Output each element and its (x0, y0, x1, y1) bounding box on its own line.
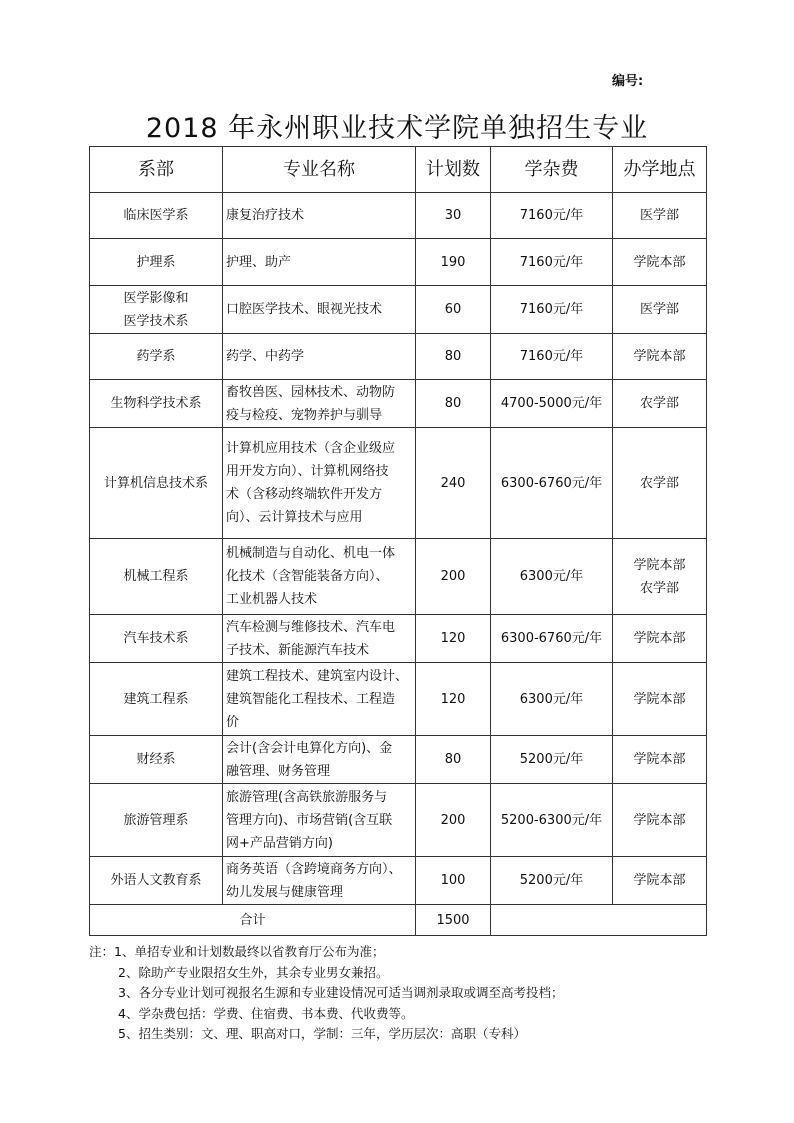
table-row (90, 428, 707, 539)
dept-cell (90, 663, 223, 736)
note-item: 1、单招专业和计划数最终以省教育厅公布为准； (114, 944, 385, 959)
column-header-major: 专业名称 (223, 147, 416, 193)
serial-number-label: 编号: (612, 74, 644, 89)
dept-cell (90, 857, 223, 905)
table-header-row (90, 147, 707, 193)
column-header-fee: 学杂费 (491, 147, 613, 193)
location-cell-line: 农学部 (639, 475, 679, 491)
major-cell-line: 工业机器人技术 (226, 592, 318, 607)
fee-cell: 6300元/年 (491, 539, 613, 615)
location-cell (613, 428, 707, 539)
total-empty-cell (491, 905, 707, 936)
fee-cell: 4700-5000元/年 (491, 380, 613, 428)
table-row (90, 784, 707, 857)
note-item: 3、各分专业计划可视报名生源和专业建设情况可适当调剂录取或调至高考投档； (118, 985, 564, 1000)
table-row (90, 663, 707, 736)
fee-cell: 7160元/年 (491, 193, 613, 239)
location-cell-line: 学院本部 (633, 557, 686, 573)
dept-cell-line: 生物科学技术系 (110, 396, 202, 411)
location-cell (613, 239, 707, 286)
fee-cell: 7160元/年 (491, 286, 613, 334)
plan-cell: 80 (416, 736, 491, 784)
dept-cell-line: 计算机信息技术系 (103, 475, 208, 491)
major-cell (223, 539, 416, 615)
table-row (90, 380, 707, 428)
major-cell (223, 193, 416, 239)
location-cell (613, 380, 707, 428)
major-cell-line: 药学、中药学 (226, 349, 305, 364)
location-cell-line: 学院本部 (633, 254, 686, 270)
location-cell-line: 医学部 (639, 208, 679, 223)
note-item: 4、学杂费包括：学费、住宿费、书本费、代收费等。 (118, 1005, 414, 1021)
location-cell-line: 学院本部 (633, 873, 686, 888)
plan-cell: 200 (416, 784, 491, 857)
major-cell (223, 663, 416, 736)
major-cell-line: 管理方向)、市场营销(含互联 (226, 812, 393, 828)
dept-cell (90, 784, 223, 857)
dept-cell-line: 财经系 (136, 752, 176, 767)
major-cell (223, 857, 416, 905)
dept-cell (90, 615, 223, 663)
location-cell (613, 857, 707, 905)
dept-cell (90, 334, 223, 380)
major-cell-line: 建筑智能化工程技术、工程造 (226, 691, 396, 707)
location-cell-line: 医学部 (639, 302, 679, 317)
majors-table (89, 146, 707, 936)
major-cell (223, 428, 416, 539)
dept-cell (90, 286, 223, 334)
fee-cell: 7160元/年 (491, 334, 613, 380)
major-cell-line: 幼儿发展与健康管理 (226, 884, 344, 900)
location-cell (613, 193, 707, 239)
location-cell-line: 学院本部 (633, 349, 686, 364)
major-cell-line: 建筑工程技术、建筑室内设计、 (226, 668, 409, 684)
location-cell-line: 农学部 (639, 396, 679, 411)
table-row (90, 334, 707, 380)
location-cell (613, 615, 707, 663)
plan-cell: 120 (416, 615, 491, 663)
note-line (89, 942, 729, 963)
dept-cell-line: 医学技术系 (123, 313, 189, 329)
major-cell-line: 康复治疗技术 (226, 208, 305, 223)
table-body (90, 193, 707, 905)
major-cell-line: 商务英语（含跨境商务方向）、 (226, 861, 402, 877)
fee-cell: 6300-6760元/年 (491, 428, 613, 539)
fee-cell: 5200元/年 (491, 736, 613, 784)
major-cell (223, 286, 416, 334)
location-cell (613, 286, 707, 334)
major-cell-line: 化技术（含智能装备方向）、 (226, 569, 389, 584)
location-cell-line: 学院本部 (633, 631, 686, 646)
plan-cell: 240 (416, 428, 491, 539)
major-cell-line: 畜牧兽医、园林技术、动物防 (226, 384, 396, 400)
dept-cell (90, 428, 223, 539)
location-cell (613, 663, 707, 736)
dept-cell (90, 193, 223, 239)
plan-cell: 80 (416, 334, 491, 380)
major-cell-line: 会计(含会计电算化方向)、金 (226, 740, 393, 756)
major-cell-line: 价 (226, 714, 240, 730)
location-cell-line: 学院本部 (633, 812, 686, 828)
major-cell-line: 机械制造与自动化、机电一体 (226, 546, 396, 561)
page-title: 2018 年永州职业技术学院单独招生专业 (145, 113, 649, 144)
table-row (90, 615, 707, 663)
plan-cell: 100 (416, 857, 491, 905)
total-label: 合计 (90, 905, 416, 936)
major-cell (223, 784, 416, 857)
location-cell (613, 736, 707, 784)
fee-cell: 5200-6300元/年 (491, 784, 613, 857)
fee-cell: 6300-6760元/年 (491, 615, 613, 663)
dept-cell-line: 旅游管理系 (123, 812, 189, 828)
major-cell-line: 子技术、新能源汽车技术 (226, 642, 370, 658)
notes-label: 注： (89, 944, 115, 959)
location-cell (613, 784, 707, 857)
major-cell (223, 239, 416, 286)
location-cell-line: 学院本部 (633, 752, 686, 767)
fee-cell: 7160元/年 (491, 239, 613, 286)
column-header-location: 办学地点 (613, 147, 707, 193)
plan-cell: 30 (416, 193, 491, 239)
major-cell-line: 口腔医学技术、眼视光技术 (226, 302, 383, 317)
location-cell-line: 学院本部 (633, 691, 686, 707)
major-cell-line: 融管理、财务管理 (226, 763, 331, 779)
plan-cell: 190 (416, 239, 491, 286)
dept-cell-line: 汽车技术系 (123, 631, 189, 646)
table-row (90, 857, 707, 905)
fee-cell: 6300元/年 (491, 663, 613, 736)
major-cell-line: 网+产品营销方向) (226, 835, 333, 851)
plan-cell: 200 (416, 539, 491, 615)
table-row (90, 539, 707, 615)
column-header-plan: 计划数 (416, 147, 491, 193)
major-cell (223, 615, 416, 663)
major-cell-line: 汽车检测与维修技术、汽车电 (226, 619, 396, 635)
major-cell-line: 疫与检疫、宠物养护与驯导 (226, 407, 383, 423)
table-row (90, 286, 707, 334)
dept-cell-line: 外语人文教育系 (110, 873, 202, 888)
dept-cell-line: 机械工程系 (123, 569, 189, 584)
total-row (90, 905, 707, 936)
dept-cell-line: 护理系 (136, 254, 176, 270)
plan-cell: 60 (416, 286, 491, 334)
major-cell (223, 380, 416, 428)
major-cell-line: 计算机应用技术（含企业级应 (226, 441, 396, 456)
note-item: 2、除助产专业限招女生外，其余专业男女兼招。 (118, 964, 389, 980)
major-cell (223, 334, 416, 380)
plan-cell: 80 (416, 380, 491, 428)
fee-cell: 5200元/年 (491, 857, 613, 905)
plan-cell: 120 (416, 663, 491, 736)
dept-cell-line: 医学影像和 (123, 290, 189, 306)
major-cell-line: 用开发方向）、计算机网络技 (226, 464, 389, 479)
dept-cell-line: 药学系 (136, 349, 176, 364)
dept-cell (90, 539, 223, 615)
dept-cell-line: 建筑工程系 (123, 691, 189, 707)
location-cell (613, 539, 707, 615)
dept-cell (90, 239, 223, 286)
dept-cell-line: 临床医学系 (123, 208, 189, 223)
column-header-dept: 系部 (90, 147, 223, 193)
major-cell-line: 旅游管理(含高铁旅游服务与 (226, 789, 388, 805)
note-item: 5、招生类别：文、理、职高对口，学制：三年，学历层次：高职（专科） (118, 1026, 526, 1041)
major-cell (223, 736, 416, 784)
location-cell (613, 334, 707, 380)
major-cell-line: 向）、云计算技术与应用 (226, 510, 363, 525)
total-value: 1500 (416, 905, 491, 936)
location-cell-line: 农学部 (639, 580, 679, 596)
major-cell-line: 术（含移动终端软件开发方 (226, 487, 383, 502)
table-row (90, 193, 707, 239)
dept-cell (90, 380, 223, 428)
notes-section (89, 942, 729, 1045)
table-row (90, 736, 707, 784)
major-cell-line: 护理、助产 (226, 254, 292, 270)
table-row (90, 239, 707, 286)
dept-cell (90, 736, 223, 784)
